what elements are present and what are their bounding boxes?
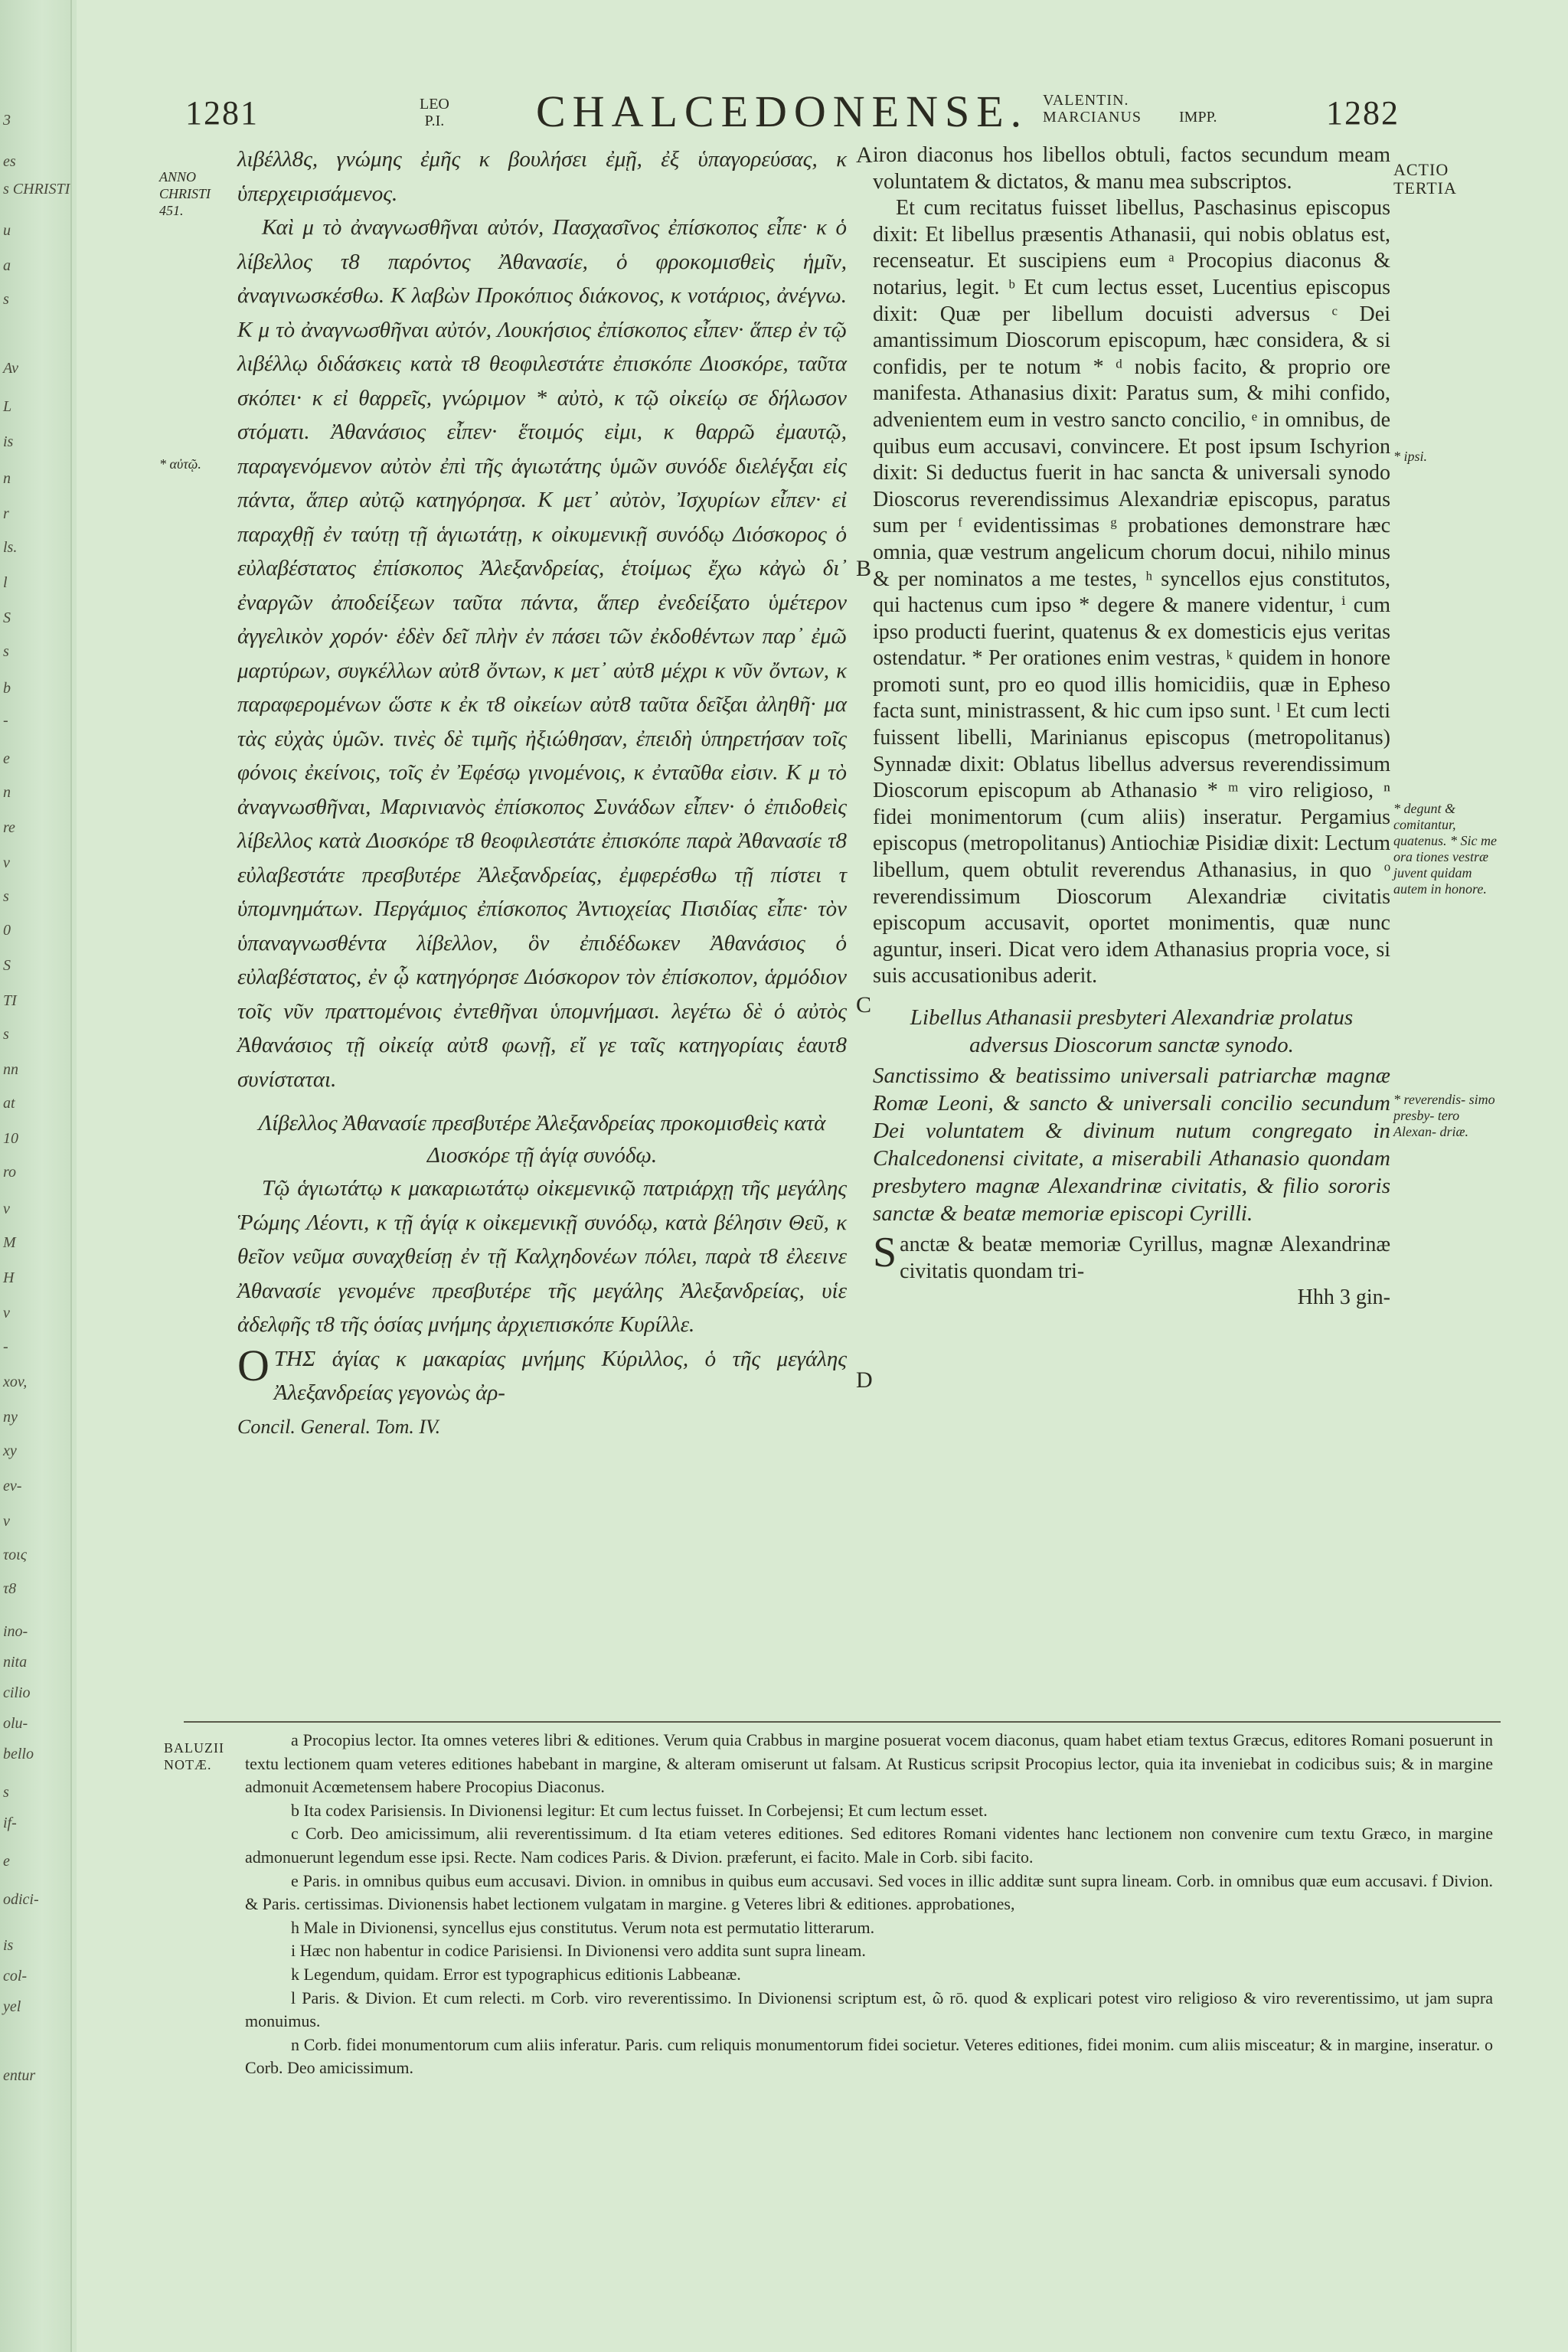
gutter-fragment: ν — [3, 1513, 10, 1530]
gutter-fragment: es — [3, 153, 16, 170]
leo-label: LEO — [420, 96, 449, 113]
concil-footer: Concil. General. Tom. IV. — [237, 1415, 441, 1438]
gutter-fragment: H — [3, 1269, 15, 1286]
footnote-rule — [184, 1721, 1501, 1723]
latin-dropcap: S — [873, 1229, 897, 1276]
gutter-fragment: e — [3, 750, 10, 767]
gutter-fragment: if- — [3, 1815, 17, 1831]
latin-paragraph-3: anctæ & beatæ memoriæ Cyrillus, magnæ Alexandrinæ civitatis quondam tri- — [900, 1233, 1390, 1283]
gutter-fragment: olu- — [3, 1715, 28, 1732]
latin-paragraph-1: iron diaconus hos libellos obtuli, factos secundum meam voluntatem & dictatos, & manu mea subscriptos. — [873, 143, 1390, 194]
signature-mark: Hhh 3 gin- — [1297, 1285, 1390, 1310]
footnote: a Procopius lector. Ita omnes veteres libri & editiones. Verum quia Crabbus in margine posuerat vocem diaconus, quam habet etiam textus Græcus, editores Romani posuerunt in textu lectionem quam veteres editiones habebant in margine, & alteram omiserunt ut falsam. At Rusticus scripsit Procopius lector, quia ita inveniebat in codicibus suis; & in margine admonuit Acœmetensem habere Procopius Diaconus. — [245, 1730, 1493, 1797]
footnote: i Hæc non habentur in codice Parisiensi. In Divionensi vero addita sunt supra lineam. — [291, 1941, 866, 1961]
latin-column — [873, 142, 1390, 1312]
greek-paragraph-4: ΤΗΣ ἁγίας κ μακαρίας μνήμης Κύριλλος, ὁ τῆς μεγάλης Ἀλεξανδρείας γεγονὼς ἀρ- — [273, 1346, 847, 1405]
baluzii-notae-label — [164, 1740, 224, 1773]
gutter-fragment: - — [3, 1338, 8, 1355]
gutter-fragment: τ8 — [3, 1580, 17, 1597]
footnote: b Ita codex Parisiensis. In Divionensi legitur: Et cum lectus fuisset. In Corbejensi; Et cum lectum esset. — [291, 1800, 988, 1820]
section-marker-b: B — [856, 556, 872, 581]
footnote: e Paris. in omnibus quibus eum accusavi. Divion. in omnibus in quibus eum accusavi. Sed voces in illic additæ sunt supra lineam. Corb. in omnibus quæ eum accusavi. f Divion. & Paris. certissimas. Divionensis habet lectionem vulgatam in margine. g Veteres libri & editiones. approbationes, — [245, 1870, 1493, 1914]
section-marker-c: C — [856, 992, 872, 1018]
gutter-fragment: u — [3, 222, 11, 239]
gutter-fragment: re — [3, 819, 15, 836]
gutter-fragment: v — [3, 1305, 10, 1321]
gutter-fragment: cilio — [3, 1684, 31, 1701]
gutter-fragment: b — [3, 680, 11, 697]
footnote: n Corb. fidei monumentorum cum aliis inferatur. Paris. cum reliquis monumentorum fidei societur. Veteres editiones, fidei monim. cum aliis misceatur; & in margine, inseratur. o Corb. Deo amicissimum. — [245, 2034, 1493, 2078]
gutter-fragment: ro — [3, 1164, 17, 1181]
gutter-fragment: entur — [3, 2067, 36, 2084]
greek-paragraph-3: Τῷ ἁγιωτάτῳ κ μακαριωτάτῳ οἰκεμενικῷ πατριάρχῃ τῆς μεγάλης Ῥώμης Λέοντι, κ τῇ ἁγίᾳ κ οἰκεμενικῇ συνόδῳ, κατὰ βέλησιν Θεῦ, κ θεῖον νεῦμα συναχθείσῃ ἐν τῇ Καλχηδονέων πόλει, παρὰ τ8 ἐλεεινε Ἀθανασίε γενομένε πρεσβυτέρε τῆς μεγάλης Ἀλεξανδρείας, υἱε ἀδελφῆς τ8 τῆς ὁσίας μνήμης ἀρχιεπισκόπε Κυρίλλε. — [237, 1176, 847, 1337]
leo-sub-label: P.I. — [424, 113, 445, 129]
running-head-title: CHALCEDONENSE. — [536, 87, 1029, 136]
gutter-fragment: M — [3, 1234, 16, 1251]
gutter-fragment: ev- — [3, 1478, 22, 1494]
gutter-fragment: Av — [3, 360, 18, 377]
footnote: c Corb. Deo amicissimum, alii reverentissimum. d Ita etiam veteres editiones. Sed editores Romani videntes hanc lectionem non convenire cum textu Græco, in margine admonuerunt legendum esse ipsi. Recte. Nam codices Paris. & Divion. præferunt, ei facito. Male in Corb. sibi facito. — [245, 1824, 1493, 1867]
greek-dropcap: Ο — [237, 1340, 270, 1390]
section-marker-d: D — [856, 1367, 873, 1393]
gutter-fragment: - — [3, 712, 8, 729]
gutter-fragment: s CHRISTI — [3, 181, 70, 198]
latin-dedication: Sanctissimo & beatissimo universali patriarchæ magnæ Romæ Leoni, & sancto & universali concilio secundum Dei voluntatem & divinum nutum congregato in Chalcedonensi civitate, a miserabili Athanasio quondam presbytero magnæ Alexandrinæ civitatis, & filio sororis sanctæ & beatæ memoriæ episcopi Cyrilli. — [873, 1063, 1390, 1226]
gutter-fragment: ny — [3, 1409, 18, 1426]
christi-label: CHRISTI — [159, 186, 211, 201]
gutter-fragment: xy — [3, 1442, 17, 1459]
gutter-fragment: col- — [3, 1968, 28, 1984]
tertia-label: TERTIA — [1393, 178, 1457, 198]
gutter-fragment: xov, — [3, 1374, 28, 1390]
greek-paragraph-2: Καὶ μ τὸ ἀναγνωσθῆναι αὐτόν, Πασχασῖνος ἐπίσκοπος εἶπε· κ ὁ λίβελλος τ8 παρόντος Ἀθανασίε, ὁ φροκομισθεὶς ἡμῖν, ἀναγινωσκέσθω. Κ λαβὼν Προκόπιος διάκονος, κ νοτάριος, ἀνέγνω. Κ μ τὸ ἀναγνωσθῆναι αὐτόν, Λουκήσιος ἐπίσκοπος εἶπεν· ἅπερ ἐν τῷ λιβέλλῳ διδάσκεις κατὰ τ8 θεοφιλεστάτε ἐπισκόπε Διοσκόρε, ταῦτα σκόπει· κ εἰ θαρρεῖς, γνώριμον * αὐτὸ, κ τῷ οἰκείῳ σε δήλωσον στόματι. Ἀθανάσιος εἶπεν· ἕτοιμός εἰμι, κ θαρρῶ ἐμαυτῷ, παραγενόμενον αὐτὸν ἐπὶ τῆς ἁγιωτάτης ὑμῶν συνόδε διελέγξαι εἰς πάντα, ἅπερ αὐτῷ κατηγόρησα. Κ μετ᾽ αὐτὸν, Ἰσχυρίων εἶπεν· εἰ παραχθῇ ἐν ταύτῃ τῇ ἁγιωτάτῃ, κ οἰκυμενικῇ συνόδῳ Διόσκορος ὁ εὐλαβέστατος ἐπίσκοπος Ἀλεξανδρείας, ἑτοίμως ἔχω κἀγὼ δι᾽ ἐναργῶν ἀποδείξεων ταῦτα πάντα, ἅπερ ἐνεδείξατο ὑμέτερον ἀγγελικὸν χορόν· ἐδὲν δεῖ πλὴν ἐν πάσει τῶν ἐκδοθέντων παρ᾽ ἐμῶ μαρτύρων, συγκέλλων αὐτ8 ὄντων, κ μετ᾽ αὐτ8 μέχρι κ νῦν ὄντων, κ παραφερομένων ὥστε κ ἐκ τ8 οἰκείων αὐτ8 ταῦτα δεῖξαι ἀληθῆ· μα τὰς εὐχὰς ὑμῶν. τινὲς δὲ τιμῆς ἠξιώθησαν, ἐπειδὴ ὑπηρετήσαν τοῖς φόνοις ἐκείνοις, τοῖς ἐν Ἐφέσῳ γινομένοις, κ ἐνταῦθα εἰσιν. Κ μ τὸ ἀναγνωσθῆναι, Μαρινιανὸς ἐπίσκοπος Συνάδων εἶπεν· ὁ ἐπιδοθεὶς λίβελλος κατὰ Διοσκόρε τ8 θεοφιλεστάτε ἐπισκόπε παρὰ Ἀθανασίε τ8 εὐλαβεστάτε πρεσβυτέρε Ἀλεξανδρείας, ἐμφερέσθω τῇ πίστει τ ὑπομνημάτων. Περγάμιος ἐπίσκοπος Ἀντιοχείας Πισιδίας εἶπε· τὸν ὑπαναγνωσθέντα λίβελλον, ὃν ἐπιδέδωκεν Ἀθανάσιος ὁ εὐλαβέστατος, ἐν ᾧ κατηγόρησε Διόσκορον τὸν ἐπίσκοπον, ἁρμόδιον τοῖς νῦν πραττομένοις ἐντεθῆναι ὑπομνήμασι. λεγέτω δὲ ὁ αὐτὸς Ἀθανάσιος τῇ οἰκείᾳ αὐτ8 φωνῇ, εἴ γε ταῖς κατηγορίαις ἑαυτ8 συνίσταται. — [237, 215, 847, 1092]
page-number-right: 1282 — [1326, 94, 1400, 132]
marcianus-label: MARCIANUS — [1043, 109, 1142, 126]
gutter-fragment: is — [3, 433, 14, 450]
margin-note-reverendissimo: * reverendis- simo presby- tero Alexan- driæ. — [1393, 1092, 1495, 1139]
gutter-fragment: S — [3, 609, 11, 626]
greek-paragraph-1: λιβέλλ8ς, γνώμης ἐμῆς κ βουλήσει ἐμῇ, ἐξ ὑπαγορεύσας, κ ὑπερχειρισάμενος. — [237, 147, 847, 206]
gutter-fragment: bello — [3, 1746, 34, 1762]
gutter-fragment: 3 — [3, 112, 11, 129]
valentin-label: VALENTIN. — [1043, 92, 1129, 109]
book-page — [77, 0, 1568, 2352]
latin-libellus-title: Libellus Athanasii presbyteri Alexandriæ prolatus adversus Dioscorum sanctæ synodo. — [910, 1005, 1354, 1057]
anno-christi-margin — [159, 168, 230, 219]
gutter-fragment: L — [3, 398, 12, 415]
gutter-fragment: S — [3, 957, 11, 974]
footnote: l Paris. & Divion. Et cum relecti. m Corb. viro reverentissimo. In Divionensi scriptum est, ῶ rō. quod & explicari potest viro religioso & viro reverentissimo, ut jam supra monuimus. — [245, 1988, 1493, 2031]
gutter-fragment: yel — [3, 1998, 21, 2015]
notae-label: NOTÆ. — [164, 1757, 212, 1772]
greek-libellus-title: Λίβελλος Ἀθανασίε πρεσβυτέρε Ἀλεξανδρείας προκομισθεὶς κατὰ Διοσκόρε τῇ ἁγίᾳ συνόδῳ. — [258, 1111, 826, 1168]
gutter-fragment: s — [3, 888, 9, 905]
anno-label: ANNO — [159, 169, 197, 185]
gutter-fragment: τοις — [3, 1547, 27, 1563]
gutter-fragment: nn — [3, 1061, 18, 1078]
gutter-fragment: v — [3, 1200, 10, 1217]
footnote: k Legendum, quidam. Error est typographicus editionis Labbeanæ. — [291, 1964, 741, 1984]
greek-column — [237, 142, 847, 1444]
gutter-fragment: e — [3, 1853, 10, 1870]
gutter-fragment: s — [3, 1784, 9, 1801]
gutter-fragment: at — [3, 1095, 15, 1112]
baluzii-label: BALUZII — [164, 1740, 224, 1756]
running-head-leo — [420, 96, 449, 129]
gutter-fragment: s — [3, 643, 9, 660]
gutter-fragment: v — [3, 854, 10, 871]
gutter-fragment: n — [3, 784, 11, 801]
adjacent-page-gutter — [0, 0, 72, 2352]
footnote: h Male in Divionensi, syncellus ejus constitutus. Verum nota est permutatio litterarum. — [291, 1917, 875, 1937]
actio-tertia-label — [1393, 161, 1457, 198]
section-marker-a: A — [856, 142, 873, 168]
gutter-fragment: ino- — [3, 1623, 28, 1640]
gutter-fragment: a — [3, 257, 11, 274]
gutter-fragment: TI — [3, 992, 17, 1009]
gutter-fragment: is — [3, 1937, 14, 1954]
year-label: 451. — [159, 203, 184, 218]
gutter-fragment: odici- — [3, 1891, 39, 1908]
gutter-fragment: s — [3, 291, 9, 308]
margin-note-auto: * αὐτῷ. — [159, 456, 201, 472]
margin-note-ipsi: * ipsi. — [1393, 449, 1428, 464]
gutter-fragment: n — [3, 470, 11, 487]
gutter-fragment: nita — [3, 1654, 28, 1671]
gutter-fragment: s — [3, 1026, 9, 1043]
running-head-emperors — [1043, 92, 1142, 126]
page-number-left: 1281 — [185, 94, 259, 132]
actio-label: ACTIO — [1393, 160, 1449, 179]
gutter-fragment: l — [3, 574, 8, 591]
gutter-fragment: ls. — [3, 539, 18, 556]
impp-label: IMPP. — [1179, 109, 1217, 126]
gutter-fragment: 0 — [3, 922, 11, 939]
gutter-fragment: r — [3, 505, 9, 522]
margin-note-degunt: * degunt & comitantur, quatenus. * Sic me ora tiones vestræ juvent quidam autem in honore. — [1393, 801, 1497, 897]
gutter-fragment: 10 — [3, 1130, 18, 1147]
latin-paragraph-2: Et cum recitatus fuisset libellus, Paschasinus episcopus dixit: Et libellus præsentis Athanasii, qui nobis oblatus est, recenseatur. Et suscipiens eum ᵃ Procopius diaconus & notarius, legit. ᵇ Et cum lectus esset, Lucentius episcopus dixit: Quæ per libellum docuisti adversus ᶜ Dei amantissimum Dioscorum episcopum, hæc considera, & si confidis, per te notum * ᵈ nobis facito, & proprio ore manifesta. Athanasius dixit: Paratus sum, & mihi confido, advenientem eum in vestro sancto concilio, ᵉ in omnibus, de quibus eum accusavi, convincere. Et post ipsum Ischyrion dixit: Si deductus fuerit in hac sancta & universali synodo Dioscorus reverendissimus Alexandriæ episcopus, paratus sum per ᶠ evidentissimas ᵍ probationes demonstrare hæc omnia, quæ vestrum angelicum chorum docui, nihilo minus & per nominatos a me testes, ʰ syncellos ejus constitutos, qui hactenus cum ipso * degere & manere videntur, ⁱ cum ipso producti fuerint, quatenus & ex domesticis ejus veritas ostendatur. * Per orationes enim vestras, ᵏ quidem in honore promoti sunt, pro eo quod illis homicidiis, quæ in Epheso facta sunt, ministrassent, & hic cum ipso sunt. ˡ Et cum lecti fuissent libelli, Marinianus episcopus (metropolitanus) Synnadæ dixit: Oblatus libellus adversus reverendissimum Dioscorum episcopum ab Athanasio * ᵐ viro religioso, ⁿ fidei monimentorum (cum aliis) inseratur. Pergamius episcopus (metropolitanus) Antiochiæ Pisidiæ dixit: Lectum libellum, quem obtulit reverendus Athanasius, in quo ᵒ reverendissimum Dioscorum Alexandriæ civitatis episcopum accusavit, oportet monimentis, quæ nunc aguntur, inseri. Dicat vero idem Athanasius propria voce, si suis accusationibus aderit. — [873, 196, 1390, 988]
footnotes — [245, 1729, 1493, 2080]
